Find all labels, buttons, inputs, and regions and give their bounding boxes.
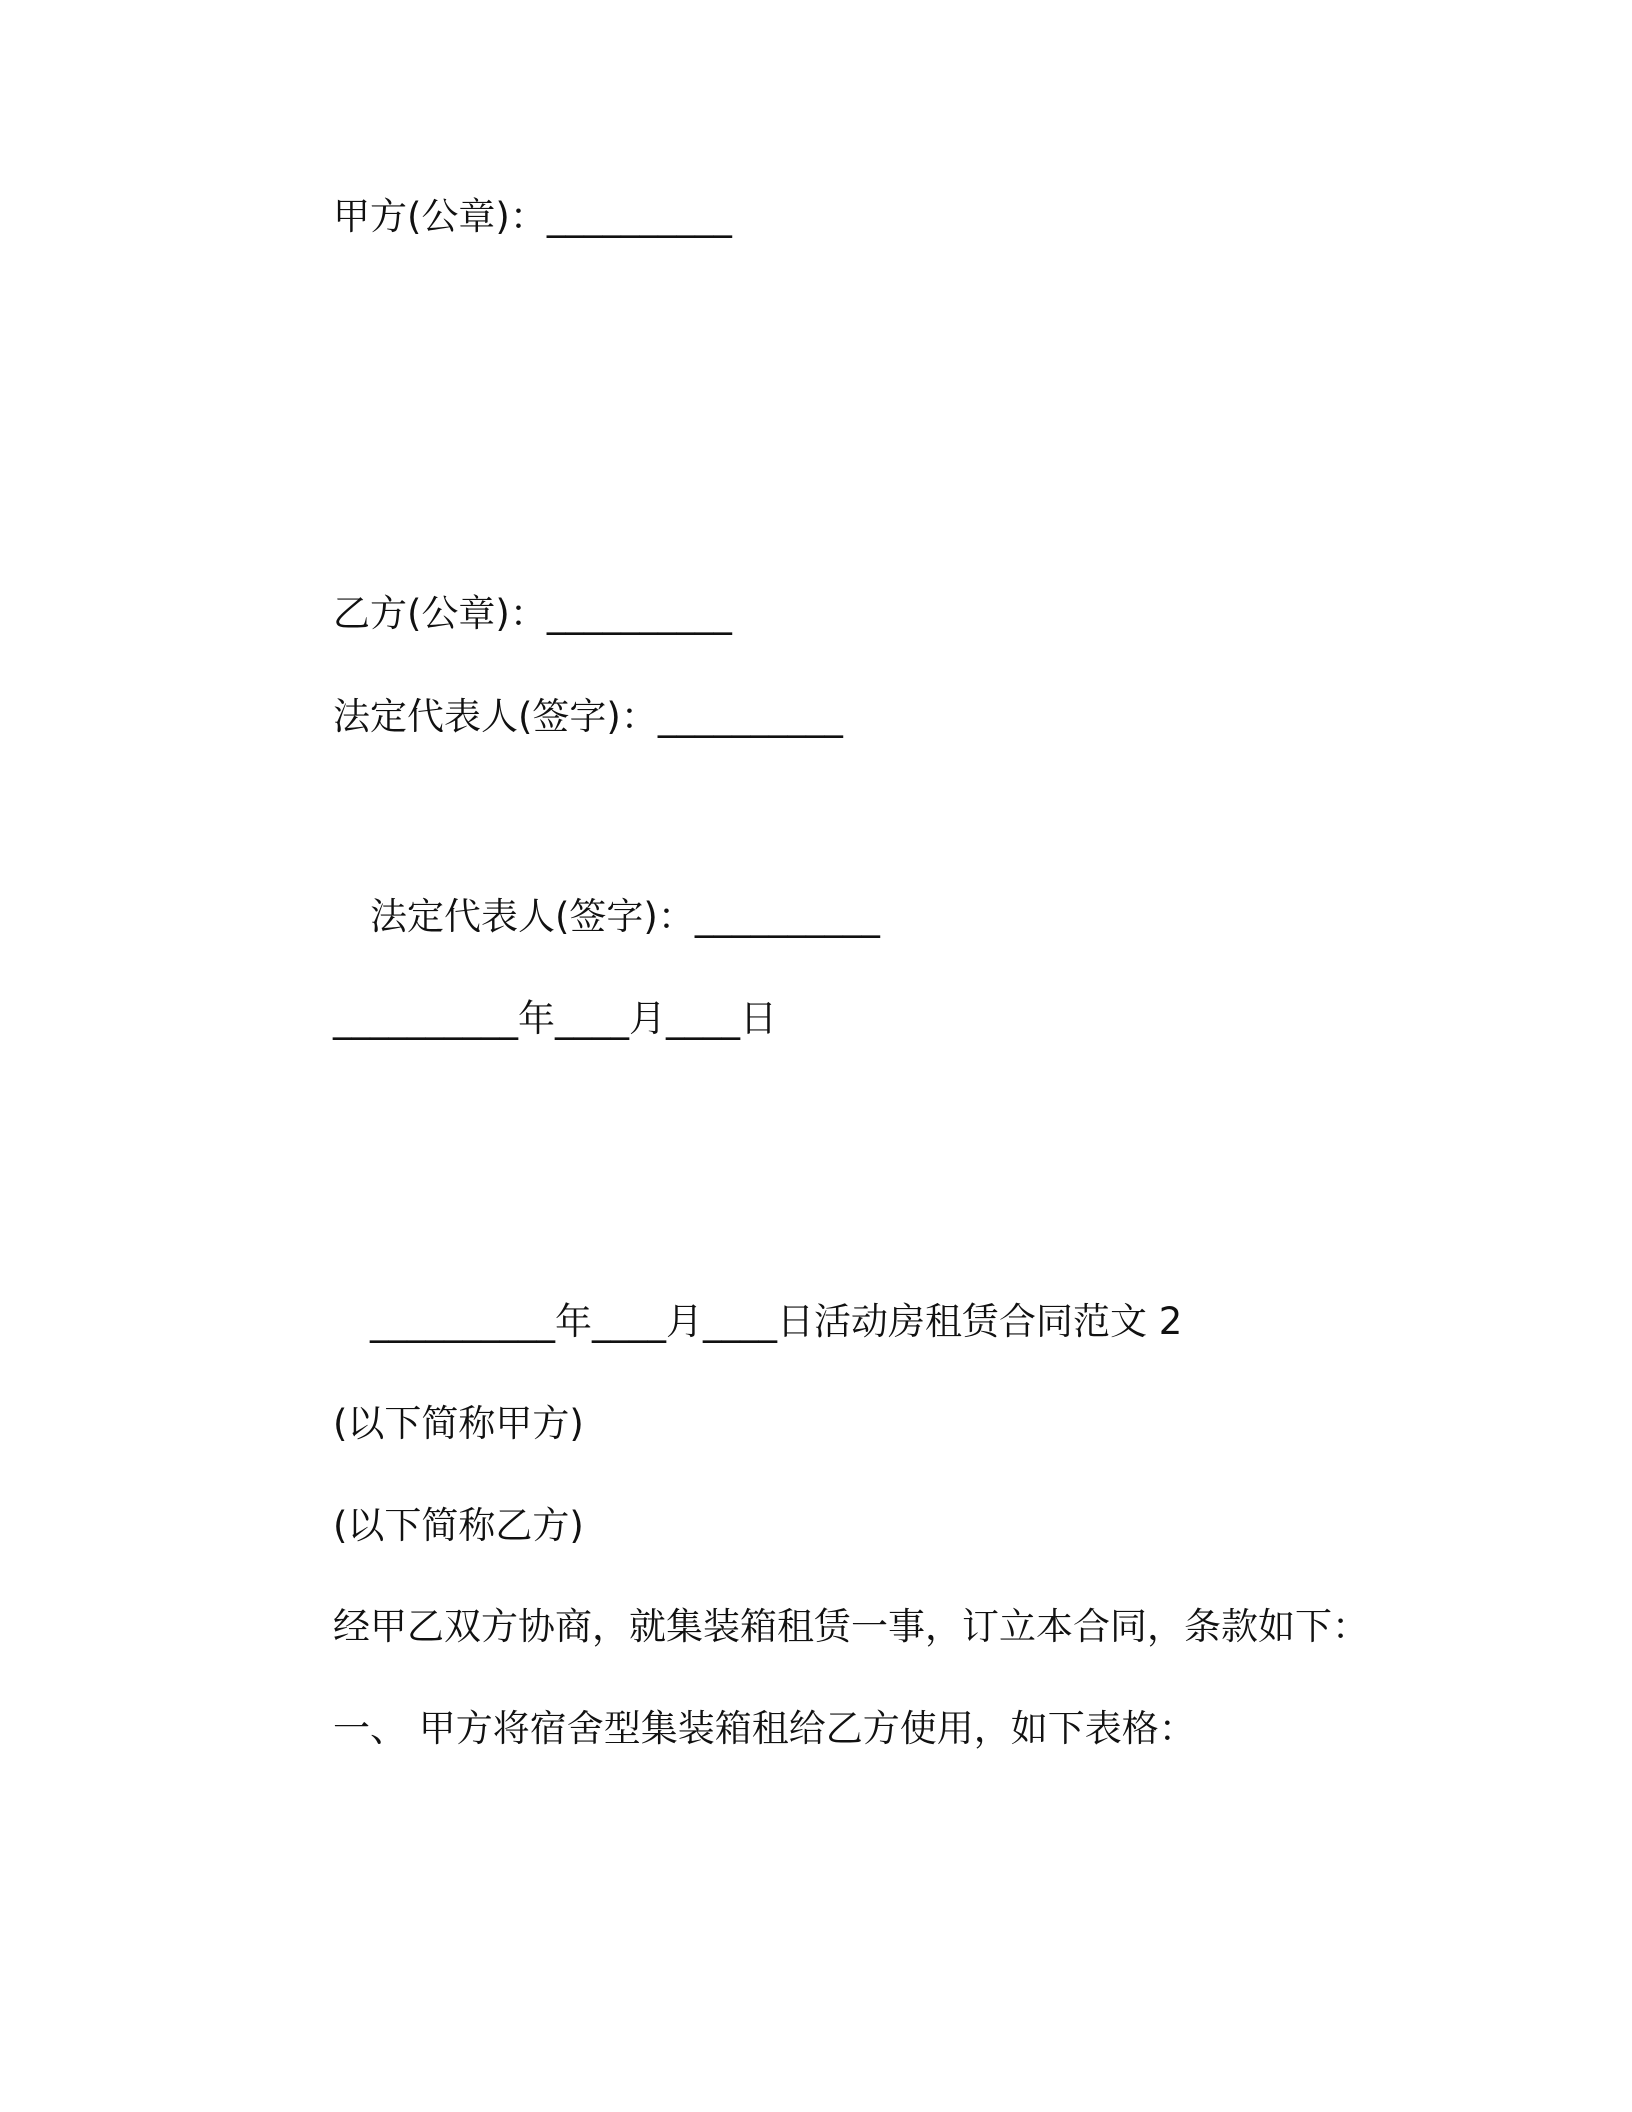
- date-line: __________年____月____日: [333, 997, 777, 1040]
- contract-title-line: __________年____月____日活动房租赁合同范文 2: [370, 1300, 1183, 1343]
- party-a-abbreviation: (以下简称甲方): [333, 1402, 584, 1445]
- clause-1: 一、 甲方将宿舍型集装箱租给乙方使用，如下表格：: [333, 1707, 1196, 1750]
- contract-preamble: 经甲乙双方协商，就集装箱租赁一事，订立本合同，条款如下：: [333, 1605, 1369, 1648]
- party-b-seal-line: 乙方(公章)：__________: [333, 592, 732, 635]
- legal-representative-line-2: 法定代表人(签字)：__________: [370, 895, 880, 938]
- party-a-seal-line: 甲方(公章)：__________: [333, 195, 732, 238]
- legal-representative-line-1: 法定代表人(签字)：__________: [333, 695, 843, 738]
- party-b-abbreviation: (以下简称乙方): [333, 1504, 584, 1547]
